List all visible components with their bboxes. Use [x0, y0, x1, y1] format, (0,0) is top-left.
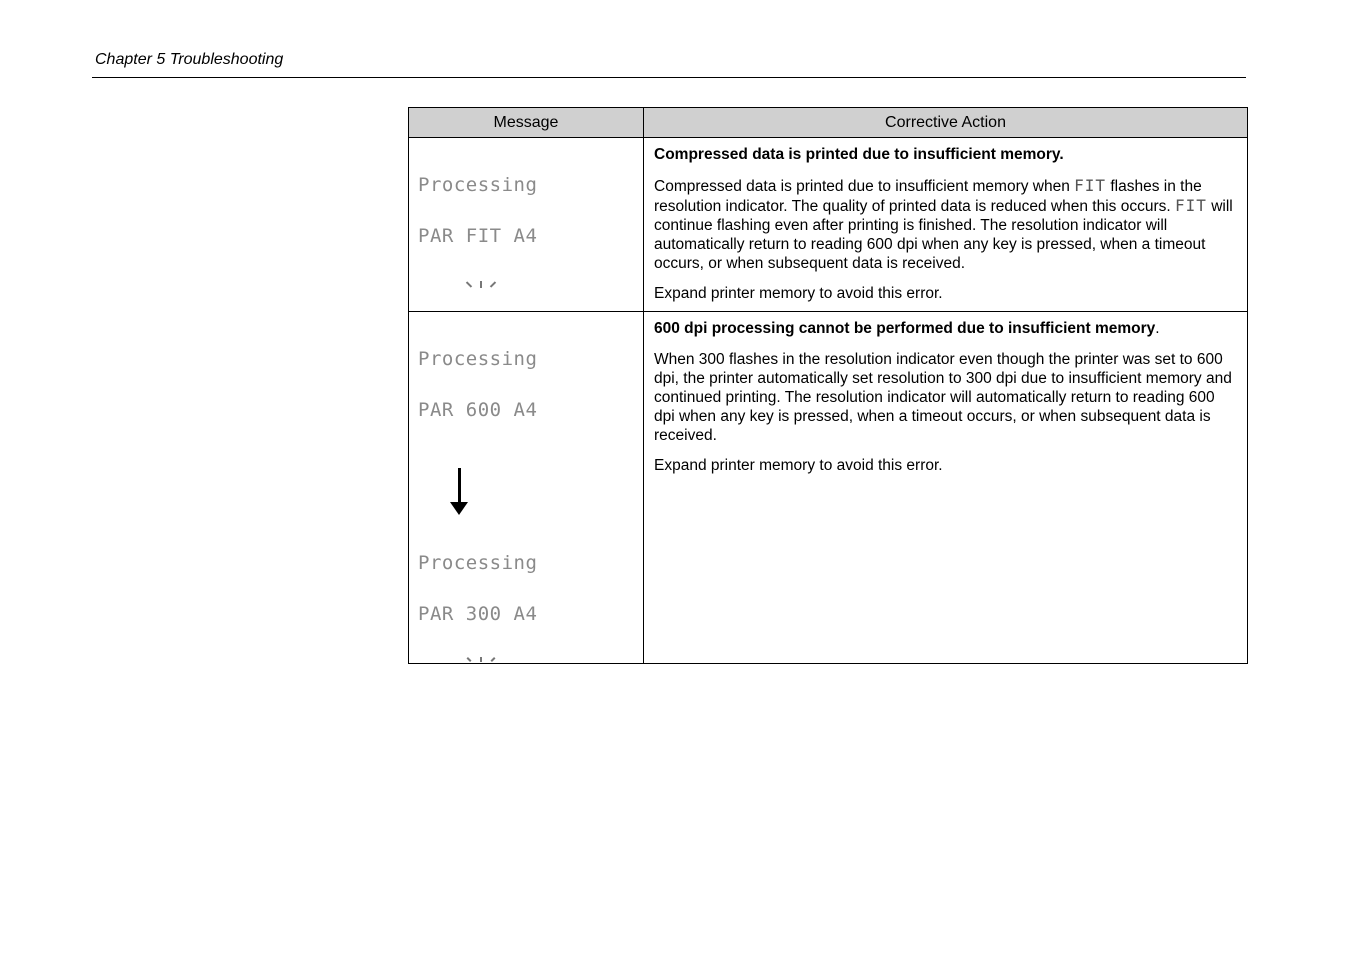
message-cell — [409, 312, 644, 664]
column-header-message: Message — [409, 108, 644, 138]
action-title: Compressed data is printed due to insufficient memory. — [654, 146, 1064, 163]
action-note: Expand printer memory to avoid this error. — [654, 285, 943, 302]
action-cell — [644, 138, 1248, 312]
flashing-indicator-icon — [462, 657, 502, 663]
table-row — [409, 312, 1248, 664]
lcd-line-2: PAR 600 A4 — [418, 399, 538, 421]
lcd-line-1: Processing — [418, 348, 538, 370]
action-description: Compressed data is printed due to insufficient memory when FIT flashes in the resolution indicator. The quality of printed data is reduced when this occurs. FIT will continue flashing even after printing is finished. The resolution indicator will automatically return to reading 600 dpi when any key is pressed, when a timeout occurs, or when subsequent data is received. — [654, 176, 1233, 272]
action-note: Expand printer memory to avoid this error. — [654, 457, 943, 474]
lcd-line-2: PAR 300 A4 — [418, 603, 538, 625]
action-title: 600 dpi processing cannot be performed due to insufficient memory. — [654, 320, 1160, 337]
table-row — [409, 138, 1248, 312]
lcd-display-after — [418, 521, 643, 657]
lcd-display — [418, 143, 643, 279]
flashing-indicator-icon — [462, 279, 502, 289]
chapter-header: Chapter 5 Troubleshooting — [95, 51, 284, 68]
column-header-action: Corrective Action — [644, 108, 1248, 138]
message-cell — [409, 138, 644, 312]
lcd-line-2: PAR FIT A4 — [418, 225, 538, 247]
error-message-table — [408, 107, 1248, 664]
action-description: When 300 flashes in the resolution indicator even though the printer was set to 600 dpi, the printer automatically set resolution to 300 dpi due to insufficient memory and continued printing. The resolution indicator will automatically return to reading 600 dpi when any key is pressed, when a timeout occurs, or when subsequent data is received. — [654, 351, 1232, 444]
lcd-word-fit: FIT — [1174, 196, 1207, 215]
lcd-line-1: Processing — [418, 552, 538, 574]
action-cell — [644, 312, 1248, 664]
lcd-display-before — [418, 317, 643, 453]
table-header-row — [409, 108, 1248, 138]
lcd-word-fit: FIT — [1074, 176, 1107, 195]
header-divider — [92, 77, 1246, 78]
lcd-line-1: Processing — [418, 174, 538, 196]
